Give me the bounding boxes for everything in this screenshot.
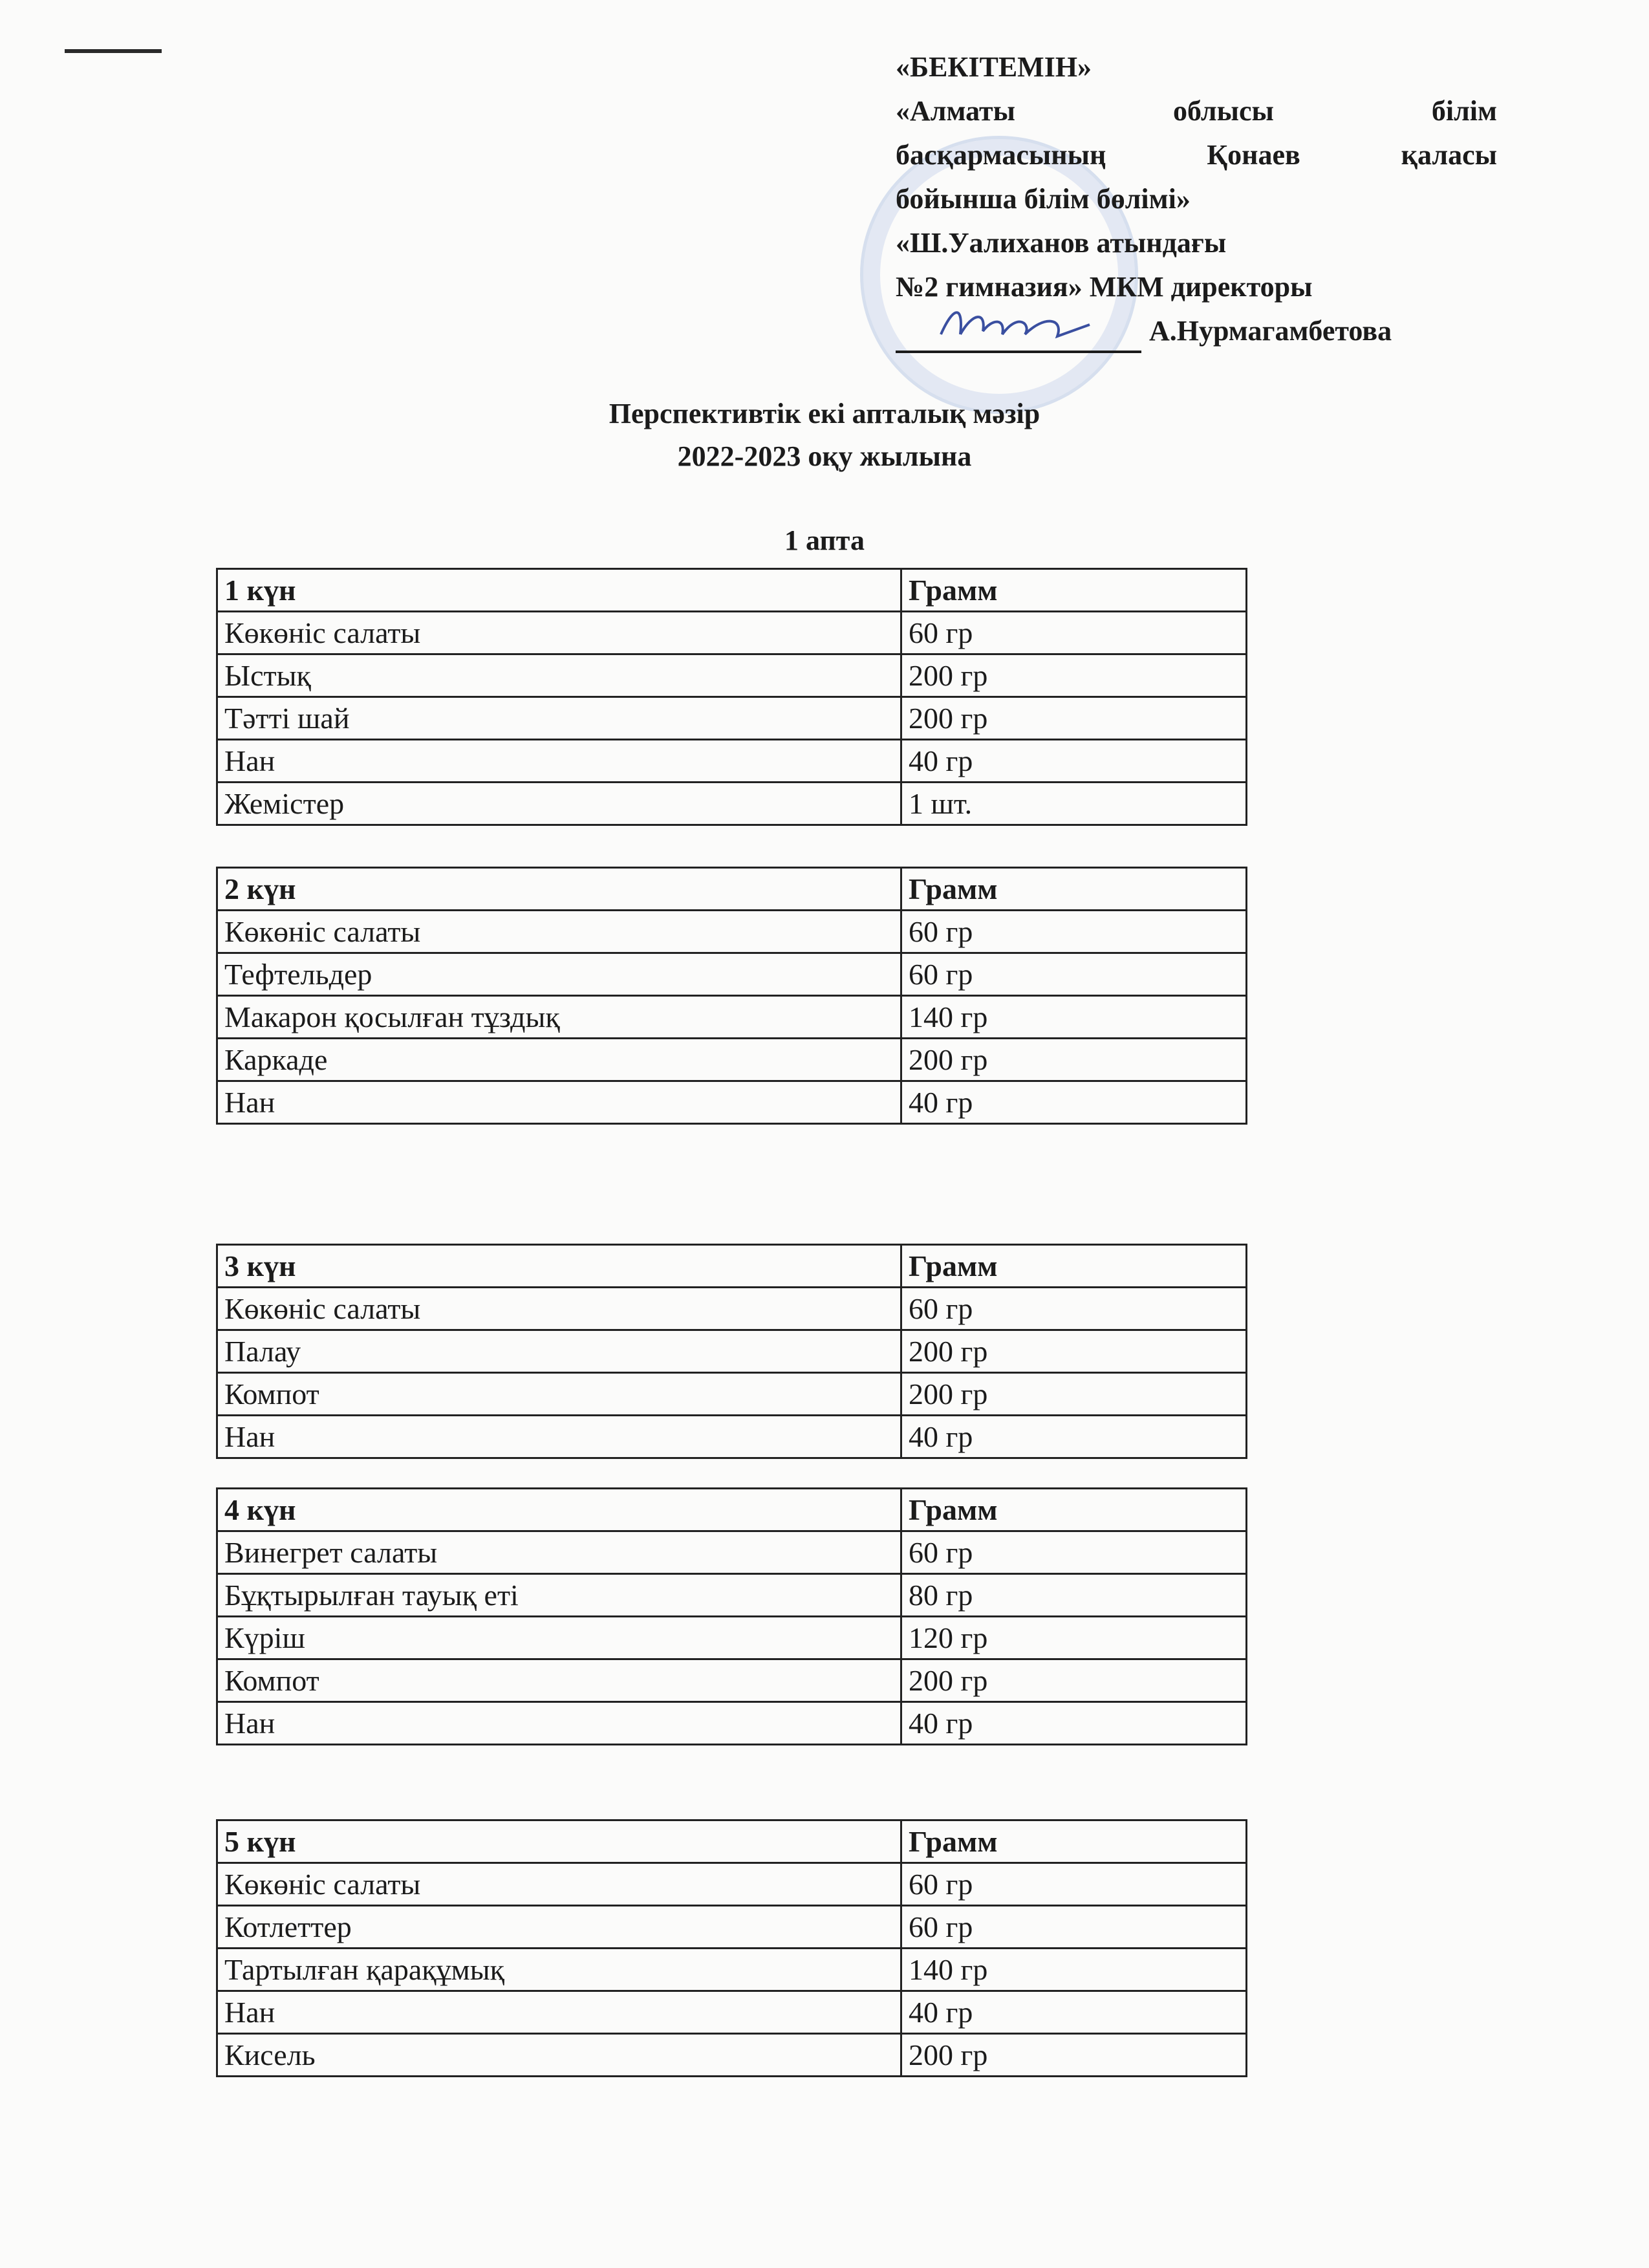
table-row xyxy=(217,1330,1247,1373)
table-row xyxy=(217,1039,1247,1081)
dish-name: Көкөніс салаты xyxy=(217,612,901,654)
dish-name: Күріш xyxy=(217,1617,901,1659)
dish-amount: 1 шт. xyxy=(901,783,1247,825)
approval-line-2: басқармасының Қонаев қаласы xyxy=(896,139,1497,171)
dish-name: Нан xyxy=(217,740,901,783)
table-header-row xyxy=(217,1245,1247,1288)
table-row xyxy=(217,1906,1247,1949)
signatory-name: А.Нурмагамбетова xyxy=(1149,315,1392,347)
table-row xyxy=(217,1659,1247,1702)
day-label: 1 күн xyxy=(217,569,901,612)
unit-header: Грамм xyxy=(901,1245,1247,1288)
approval-header: «БЕКІТЕМІН» xyxy=(896,51,1092,83)
dish-name: Палау xyxy=(217,1330,901,1373)
table-header-row xyxy=(217,1489,1247,1531)
dish-name: Нан xyxy=(217,1702,901,1745)
dish-amount: 40 гр xyxy=(901,1991,1247,2034)
dish-name: Компот xyxy=(217,1659,901,1702)
table-row xyxy=(217,1702,1247,1745)
dish-amount: 200 гр xyxy=(901,1039,1247,1081)
dish-name: Нан xyxy=(217,1081,901,1124)
day-table xyxy=(216,1244,1247,1459)
table-header-row xyxy=(217,1820,1247,1863)
dish-name: Ыстық xyxy=(217,654,901,697)
dish-amount: 200 гр xyxy=(901,1373,1247,1416)
table-row xyxy=(217,783,1247,825)
dish-name: Нан xyxy=(217,1991,901,2034)
unit-header: Грамм xyxy=(901,569,1247,612)
document-title xyxy=(0,393,1649,478)
dish-name: Көкөніс салаты xyxy=(217,1863,901,1906)
table-row xyxy=(217,654,1247,697)
signature-row xyxy=(896,309,1497,353)
dish-name: Макарон қосылған тұздық xyxy=(217,996,901,1039)
table-row xyxy=(217,1574,1247,1617)
dish-name: Бұқтырылған тауық еті xyxy=(217,1574,901,1617)
table-header-row xyxy=(217,868,1247,911)
dish-name: Винегрет салаты xyxy=(217,1531,901,1574)
dish-amount: 200 гр xyxy=(901,697,1247,740)
day-table xyxy=(216,1487,1247,1745)
dish-name: Тефтельдер xyxy=(217,953,901,996)
dish-amount: 60 гр xyxy=(901,1531,1247,1574)
day-table xyxy=(216,1819,1247,2077)
approval-line-5: №2 гимназия» МКМ директоры xyxy=(896,271,1313,303)
table-row xyxy=(217,1288,1247,1330)
dish-amount: 200 гр xyxy=(901,2034,1247,2077)
table-row xyxy=(217,612,1247,654)
table-row xyxy=(217,1416,1247,1458)
dish-amount: 80 гр xyxy=(901,1574,1247,1617)
title-line-1: Перспективтік екі апталық мәзір xyxy=(609,398,1040,429)
title-line-2: 2022-2023 оқу жылына xyxy=(677,440,972,472)
dish-amount: 60 гр xyxy=(901,953,1247,996)
dish-name: Тәтті шай xyxy=(217,697,901,740)
dish-name: Кисель xyxy=(217,2034,901,2077)
dish-name: Каркаде xyxy=(217,1039,901,1081)
table-row xyxy=(217,1949,1247,1991)
day-label: 3 күн xyxy=(217,1245,901,1288)
dish-amount: 200 гр xyxy=(901,1330,1247,1373)
week-label: 1 апта xyxy=(784,524,865,556)
table-row xyxy=(217,953,1247,996)
day-label: 4 күн xyxy=(217,1489,901,1531)
dish-name: Көкөніс салаты xyxy=(217,1288,901,1330)
table-row xyxy=(217,1617,1247,1659)
dish-name: Жемістер xyxy=(217,783,901,825)
table-row xyxy=(217,1081,1247,1124)
dish-amount: 60 гр xyxy=(901,1906,1247,1949)
signature-scribble xyxy=(934,299,1103,351)
day-table xyxy=(216,867,1247,1125)
dish-name: Компот xyxy=(217,1373,901,1416)
table-row xyxy=(217,911,1247,953)
day-label: 2 күн xyxy=(217,868,901,911)
table-row xyxy=(217,2034,1247,2077)
dish-amount: 40 гр xyxy=(901,740,1247,783)
approval-block xyxy=(896,45,1497,353)
dish-amount: 60 гр xyxy=(901,1863,1247,1906)
dish-amount: 140 гр xyxy=(901,1949,1247,1991)
dish-name: Тартылған қарақұмық xyxy=(217,1949,901,1991)
table-row xyxy=(217,996,1247,1039)
dish-name: Нан xyxy=(217,1416,901,1458)
approval-line-3: бойынша білім бөлімі» xyxy=(896,183,1191,215)
dish-amount: 60 гр xyxy=(901,911,1247,953)
dish-name: Көкөніс салаты xyxy=(217,911,901,953)
table-row xyxy=(217,697,1247,740)
day-table xyxy=(216,568,1247,826)
dish-amount: 60 гр xyxy=(901,612,1247,654)
dish-amount: 40 гр xyxy=(901,1081,1247,1124)
dish-amount: 40 гр xyxy=(901,1702,1247,1745)
table-row xyxy=(217,1531,1247,1574)
dish-amount: 140 гр xyxy=(901,996,1247,1039)
dish-amount: 200 гр xyxy=(901,1659,1247,1702)
unit-header: Грамм xyxy=(901,1489,1247,1531)
dish-amount: 200 гр xyxy=(901,654,1247,697)
table-row xyxy=(217,1863,1247,1906)
approval-line-1: «Алматы облысы білім xyxy=(896,95,1497,127)
signature-line xyxy=(896,312,1141,353)
dish-amount: 40 гр xyxy=(901,1416,1247,1458)
table-row xyxy=(217,740,1247,783)
unit-header: Грамм xyxy=(901,868,1247,911)
table-row xyxy=(217,1373,1247,1416)
table-header-row xyxy=(217,569,1247,612)
day-label: 5 күн xyxy=(217,1820,901,1863)
dish-amount: 60 гр xyxy=(901,1288,1247,1330)
dish-name: Котлеттер xyxy=(217,1906,901,1949)
dish-amount: 120 гр xyxy=(901,1617,1247,1659)
table-row xyxy=(217,1991,1247,2034)
scan-artifact xyxy=(65,49,162,53)
unit-header: Грамм xyxy=(901,1820,1247,1863)
approval-line-4: «Ш.Уалиханов атындағы xyxy=(896,227,1227,259)
